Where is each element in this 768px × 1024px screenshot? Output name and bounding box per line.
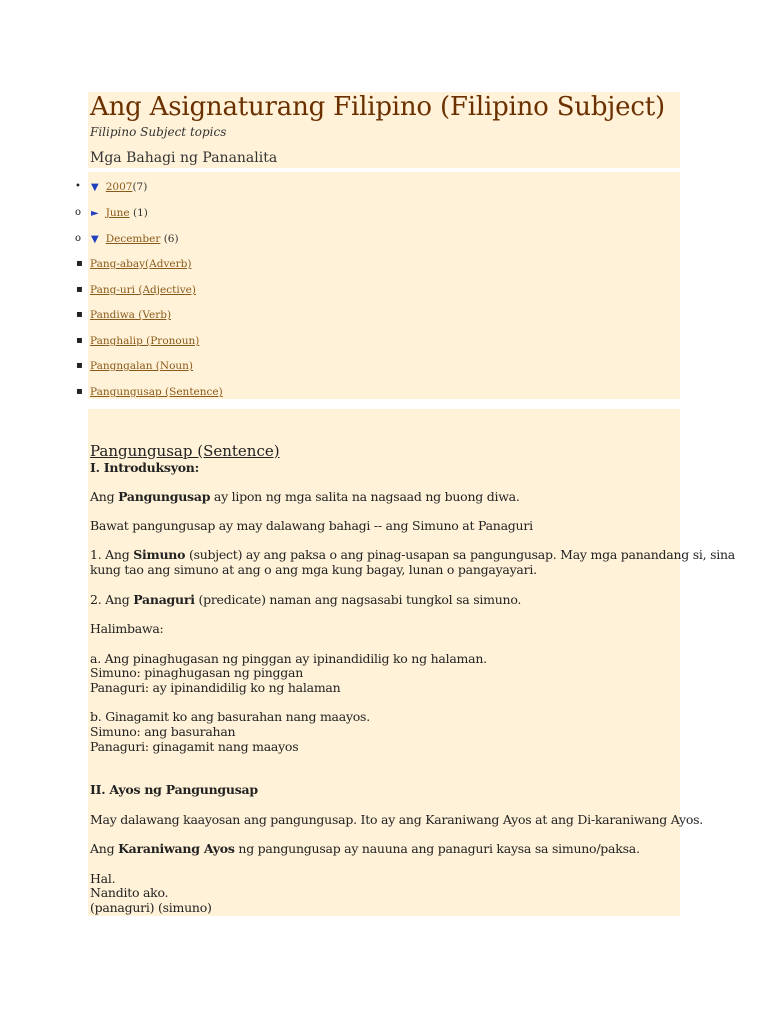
archive-month-link[interactable]: December	[105, 233, 161, 245]
text: ay lipon ng mga salita na nagsaad ng buong diwa.	[210, 489, 520, 504]
paragraph	[90, 490, 520, 505]
bullet-square-icon: ▪	[76, 309, 83, 320]
bold-term: Karaniwang Ayos	[118, 841, 235, 856]
example-line: b. Ginagamit ko ang basurahan nang maayos.	[90, 709, 370, 724]
text: (subject) ay ang paksa o ang pinag-usapan sa pangungusap. May mga panandang si, sina	[185, 547, 736, 562]
archive-year-link[interactable]: 2007	[105, 181, 133, 193]
example-line: Nandito ako.	[90, 885, 169, 900]
archive-post-link[interactable]: Pandiwa (Verb)	[90, 309, 172, 321]
bullet-square-icon: ▪	[76, 335, 83, 346]
archive-post-item	[90, 284, 196, 296]
text: Ang	[90, 489, 119, 504]
archive-post-item	[90, 335, 199, 347]
example-line: Panaguri: ginagamit nang maayos	[90, 739, 299, 754]
bullet-square-icon: ▪	[76, 386, 83, 397]
expanded-triangle-icon[interactable]: ▼	[91, 182, 99, 193]
example-line: (panaguri) (simuno)	[90, 900, 212, 915]
page-heading: Mga Bahagi ng Pananalita	[90, 150, 278, 166]
bold-term: Simuno	[133, 547, 186, 562]
bullet-circle-icon: o	[75, 233, 82, 244]
archive-year-count: (7)	[132, 181, 148, 193]
paragraph	[90, 842, 640, 857]
archive-post-link[interactable]: Pangngalan (Noun)	[90, 360, 194, 372]
archive-post-item	[90, 360, 193, 372]
bullet-square-icon: ▪	[76, 284, 83, 295]
bullet-circle-icon: o	[75, 207, 82, 218]
text: 1. Ang	[90, 547, 134, 562]
archive-year	[91, 181, 147, 193]
text: (predicate) naman ang nagsasabi tungkol sa simuno.	[194, 592, 522, 607]
paragraph: Halimbawa:	[90, 621, 164, 636]
example-line: Simuno: pinaghugasan ng pinggan	[90, 665, 304, 680]
example-line: a. Ang pinaghugasan ng pinggan ay ipinandidilig ko ng halaman.	[90, 651, 487, 666]
paragraph	[90, 548, 735, 563]
archive-post-link[interactable]: Pangungusap (Sentence)	[90, 386, 223, 398]
example-line: Simuno: ang basurahan	[90, 724, 236, 739]
archive-month-count: (6)	[163, 233, 179, 245]
section-heading: I. Introduksyon:	[90, 460, 200, 475]
example-line: Panaguri: ay ipinandidilig ko ng halaman	[90, 680, 341, 695]
archive-month-link[interactable]: June	[105, 207, 130, 219]
bold-term: Panaguri	[133, 592, 195, 607]
paragraph-line: kung tao ang simuno at ang o ang mga kung bagay, lunan o pangayayari.	[90, 562, 537, 577]
archive-post-link[interactable]: Pang-abay(Adverb)	[90, 258, 192, 270]
paragraph: May dalawang kaayosan ang pangungusap. Ito ay ang Karaniwang Ayos at ang Di-karaniwang Ayos.	[90, 812, 703, 827]
bullet-disc-icon: •	[75, 181, 81, 192]
archive-month-count: (1)	[133, 207, 148, 219]
example-line: Hal.	[90, 871, 116, 886]
text: 2. Ang	[90, 592, 134, 607]
archive-post-link[interactable]: Panghalip (Pronoun)	[90, 335, 200, 347]
archive-post-item	[90, 386, 223, 398]
bold-term: Pangungusap	[118, 489, 211, 504]
text: ng pangungusap ay nauuna ang panaguri kaysa sa simuno/paksa.	[234, 841, 640, 856]
bullet-square-icon: ▪	[76, 258, 83, 269]
bullet-square-icon: ▪	[76, 360, 83, 371]
paragraph	[90, 593, 521, 608]
collapsed-triangle-icon[interactable]: ►	[91, 208, 99, 219]
post-title[interactable]: Pangungusap (Sentence)	[90, 442, 280, 460]
archive-month-december	[91, 233, 179, 245]
archive-month-june	[91, 207, 148, 219]
archive-post-item	[90, 258, 191, 270]
paragraph: Bawat pangungusap ay may dalawang bahagi -- ang Simuno at Panaguri	[90, 518, 533, 533]
section-heading: II. Ayos ng Pangungusap	[90, 782, 258, 797]
text: Ang	[90, 841, 119, 856]
blog-title[interactable]: Ang Asignaturang Filipino (Filipino Subject)	[90, 92, 665, 122]
archive-post-item	[90, 309, 171, 321]
archive-post-link[interactable]: Pang-uri (Adjective)	[90, 284, 196, 296]
expanded-triangle-icon[interactable]: ▼	[91, 234, 99, 245]
blog-description: Filipino Subject topics	[90, 125, 227, 139]
